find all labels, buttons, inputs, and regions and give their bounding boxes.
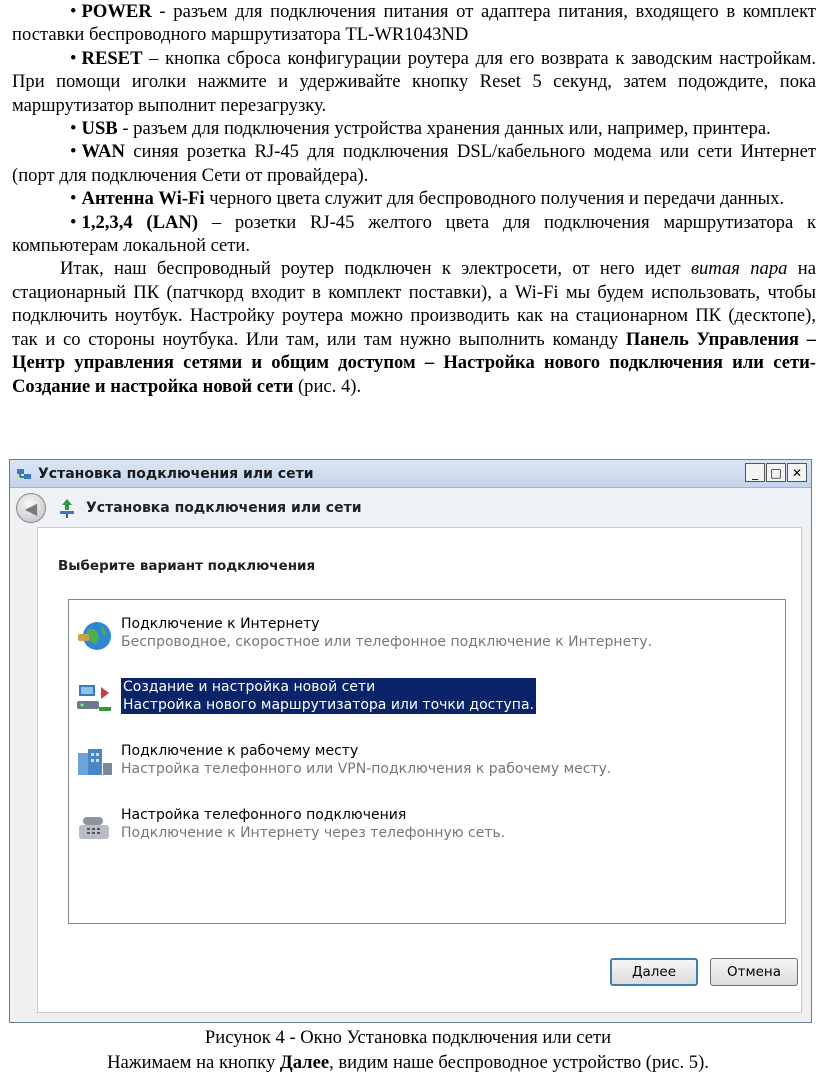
- option-title: Создание и настройка новой сети: [123, 679, 376, 695]
- maximize-button[interactable]: □: [766, 463, 786, 482]
- connection-setup-window: [9, 459, 812, 1023]
- window-titlebar: [10, 460, 811, 488]
- nav-title: Установка подключения или сети: [86, 500, 362, 516]
- close-button[interactable]: ✕: [787, 463, 807, 482]
- option-title: Подключение к рабочему месту: [121, 743, 359, 759]
- router-setup-icon: [75, 679, 115, 719]
- minimize-button[interactable]: _: [745, 463, 765, 482]
- back-button[interactable]: [16, 493, 46, 523]
- paragraph-power: • POWER - разъем для подключения питания от адаптера питания, входящего в комплект поставки беспроводного маршрутизатора TL-WR1043ND: [12, 1, 816, 46]
- network-icon: [16, 466, 32, 482]
- choose-option-label: Выберите вариант подключения: [58, 558, 316, 574]
- option-desc: Настройка нового маршрутизатора или точки доступа.: [123, 697, 534, 713]
- option-title: Подключение к Интернету: [121, 616, 320, 632]
- paragraph-reset: • RESET – кнопка сброса конфигурации роутера для его возврата к заводским настройкам. При помощи иголки нажмите и удерживайте кнопку Reset 5 секунд, затем подождите, пока маршрутизатор выполнит перезагрузку.: [12, 47, 816, 116]
- paragraph-lan: • 1,2,3,4 (LAN) – розетки RJ-45 желтого цвета для подключения маршрутизатора к компьютерам локальной сети.: [12, 211, 816, 257]
- next-button[interactable]: Д алее: [610, 958, 698, 986]
- window-title: Установка подключения или сети: [38, 465, 314, 482]
- paragraph-wan: • WAN синяя розетка RJ-45 для подключения DSL/кабельного модема или сети Интернет (порт для подключения Сети от провайдера).: [12, 141, 816, 186]
- option-desc: Подключение к Интернету через телефонную сеть.: [121, 825, 506, 841]
- navigation-bar: [10, 488, 811, 528]
- option-title: Настройка телефонного подключения: [121, 807, 407, 823]
- paragraph-antenna: • Антенна Wi-Fi черного цвета служит для беспроводного получения и передачи данных.: [70, 188, 785, 210]
- option-new-network[interactable]: [75, 679, 536, 719]
- closing-line: Нажимаем на кнопку Далее, видим наше беспроводное устройство (рис. 5).: [107, 1052, 709, 1073]
- figure-caption: Рисунок 4 - Окно Установка подключения или сети: [204, 1027, 612, 1048]
- paragraph-usb: • USB - разъем для подключения устройства хранения данных или, например, принтера.: [70, 118, 771, 140]
- cancel-button[interactable]: Отмена: [710, 958, 798, 986]
- telephone-icon: [75, 807, 115, 847]
- globe-icon: [75, 616, 115, 656]
- network-setup-icon: [56, 497, 78, 519]
- back-arrow-icon: ◀: [24, 498, 38, 518]
- option-desc: Настройка телефонного или VPN-подключения к рабочему месту.: [121, 761, 612, 777]
- option-dialup[interactable]: [75, 807, 505, 847]
- option-workplace[interactable]: [75, 743, 611, 783]
- option-desc: Беспроводное, скоростное или телефонное подключение к Интернету.: [121, 634, 653, 650]
- workplace-icon: [75, 743, 115, 783]
- document-body: [12, 0, 816, 398]
- window-content: [37, 527, 802, 1013]
- window-controls: [745, 463, 807, 482]
- option-internet[interactable]: [75, 616, 652, 656]
- paragraph-intro: Итак, наш беспроводный роутер подключен к электросети, от него идет витая пара на стационарный ПК (патчкорд входит в комплект поставки), а Wi-Fi мы будем использовать, чтобы подключить ноутбук. Настройку роутера можно производить как на стационарном ПК (десктопе), так и со стороны ноутбука. Или там, или там нужно выполнить команду Панель Управления – Центр управления сетями и общим доступом – Настройка нового подключения или сети-Создание и настройка новой сети (рис. 4).: [12, 258, 816, 397]
- connection-options-list: [68, 599, 786, 924]
